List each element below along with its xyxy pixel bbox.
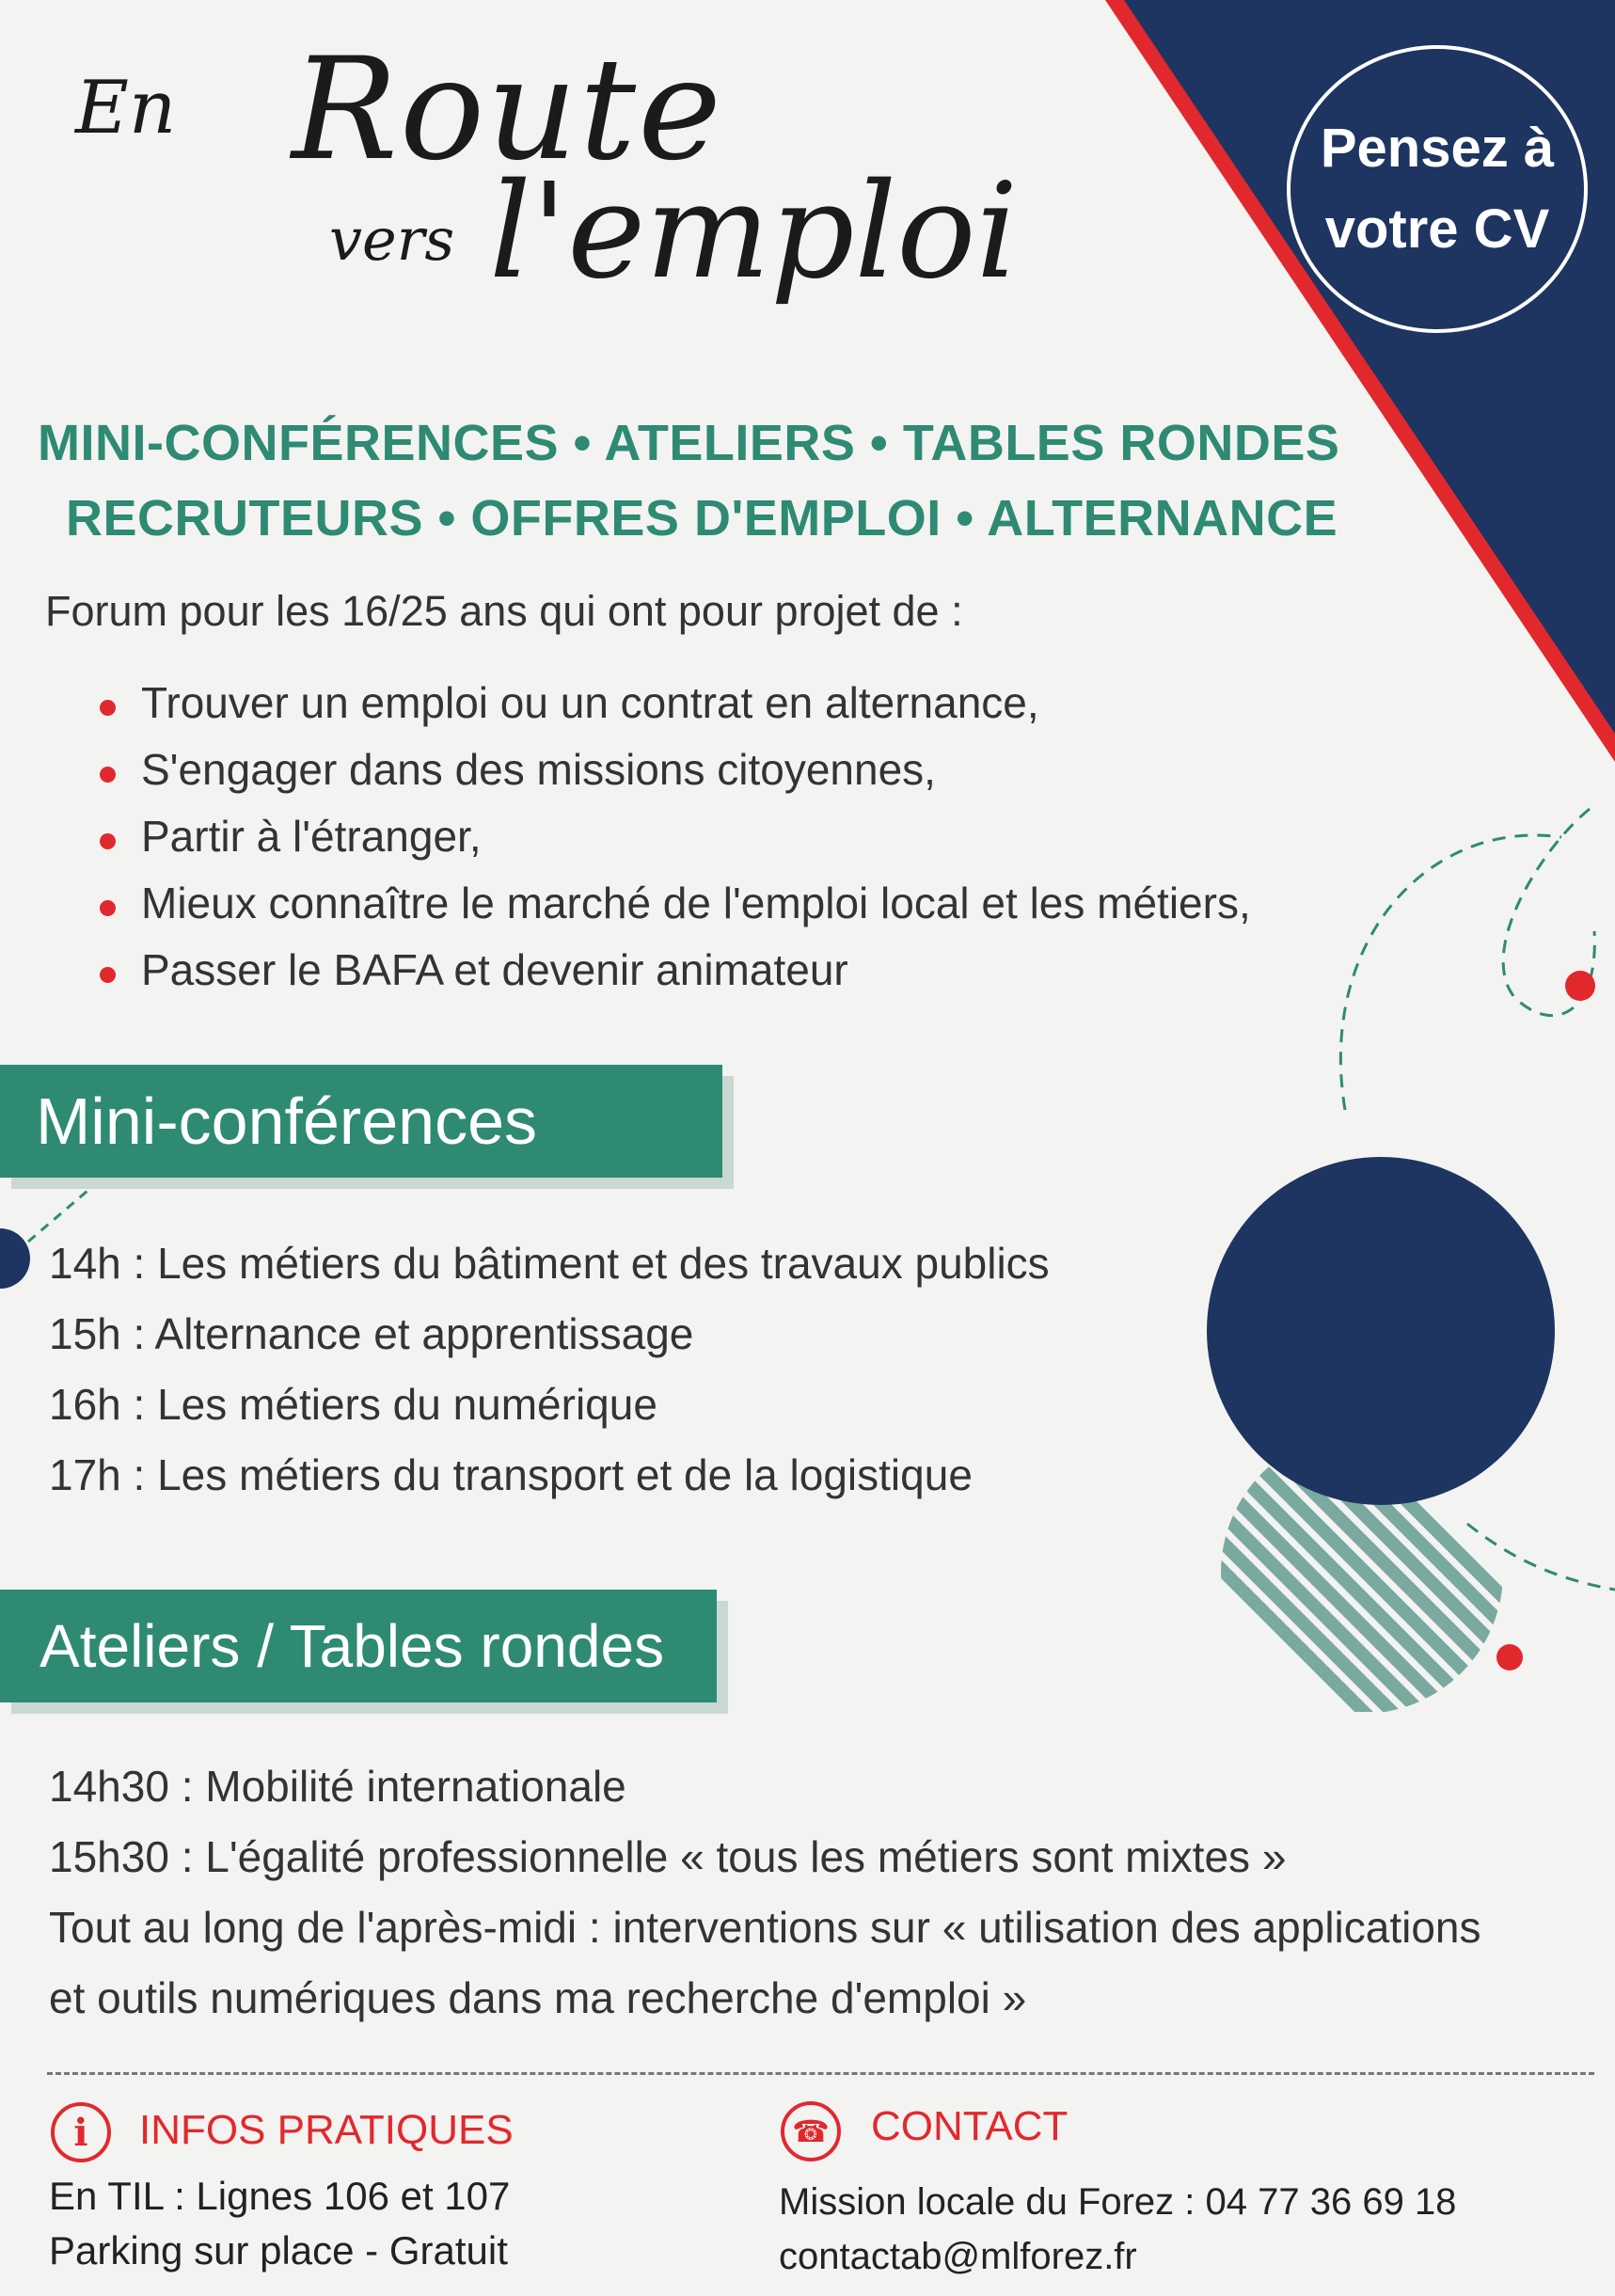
- keywords-line-1: MINI-CONFÉRENCES • ATELIERS • TABLES RONDES: [38, 415, 1340, 471]
- title-vers: vers: [329, 205, 455, 274]
- goal-item: Trouver un emploi ou un contrat en alternance,: [94, 670, 1251, 736]
- list-item: 17h : Les métiers du transport et de la logistique: [49, 1450, 973, 1499]
- title-route: Route: [292, 28, 723, 192]
- keywords-line-2: RECRUTEURS • OFFRES D'EMPLOI • ALTERNANCE: [66, 490, 1338, 546]
- list-item: 14h : Les métiers du bâtiment et des travaux publics: [49, 1239, 1050, 1288]
- contact-title: CONTACT: [871, 2103, 1069, 2149]
- info-icon: i: [51, 2102, 111, 2162]
- list-item: 16h : Les métiers du numérique: [49, 1380, 657, 1429]
- mini-conferences-heading: Mini-conférences: [0, 1065, 722, 1178]
- badge-line-1: Pensez à: [1320, 118, 1555, 179]
- list-item: et outils numériques dans ma recherche d'emploi »: [49, 1973, 1027, 2022]
- goal-item: Passer le BAFA et devenir animateur: [94, 937, 1251, 1004]
- infos-text: [49, 2169, 510, 2278]
- ateliers-heading: Ateliers / Tables rondes: [0, 1590, 717, 1702]
- title-en: En: [75, 66, 177, 150]
- list-item: 14h30 : Mobilité internationale: [49, 1762, 626, 1811]
- title-emploi: l'emploi: [489, 155, 1019, 309]
- list-item: 15h30 : L'égalité professionnelle « tous les métiers sont mixtes »: [49, 1832, 1287, 1881]
- infos-line-2: Parking sur place - Gratuit: [49, 2228, 508, 2272]
- list-item: Tout au long de l'après-midi : interventions sur « utilisation des applications: [49, 1903, 1481, 1952]
- ateliers-list: [49, 1751, 1481, 2034]
- contact-phone: Mission locale du Forez : 04 77 36 69 18: [779, 2181, 1457, 2223]
- intro-text: Forum pour les 16/25 ans qui ont pour projet de :: [45, 587, 963, 635]
- infos-title: INFOS PRATIQUES: [139, 2107, 514, 2153]
- mini-conferences-list: [49, 1228, 1050, 1511]
- bullet-dot-icon: [100, 700, 116, 716]
- infos-line-1: En TIL : Lignes 106 et 107: [49, 2174, 511, 2218]
- contact-text: [779, 2175, 1456, 2284]
- list-item: 15h : Alternance et apprentissage: [49, 1309, 694, 1358]
- phone-icon: ☎: [781, 2101, 841, 2161]
- contact-email[interactable]: contactab@mlforez.fr: [779, 2236, 1137, 2277]
- goal-item: Mieux connaître le marché de l'emploi local et les métiers,: [94, 870, 1251, 937]
- badge-line-2: votre CV: [1324, 198, 1550, 260]
- footer-divider: [47, 2072, 1594, 2075]
- goal-item: S'engager dans des missions citoyennes,: [94, 736, 1251, 803]
- cv-reminder-badge: [1287, 45, 1588, 333]
- goal-item: Partir à l'étranger,: [94, 803, 1251, 870]
